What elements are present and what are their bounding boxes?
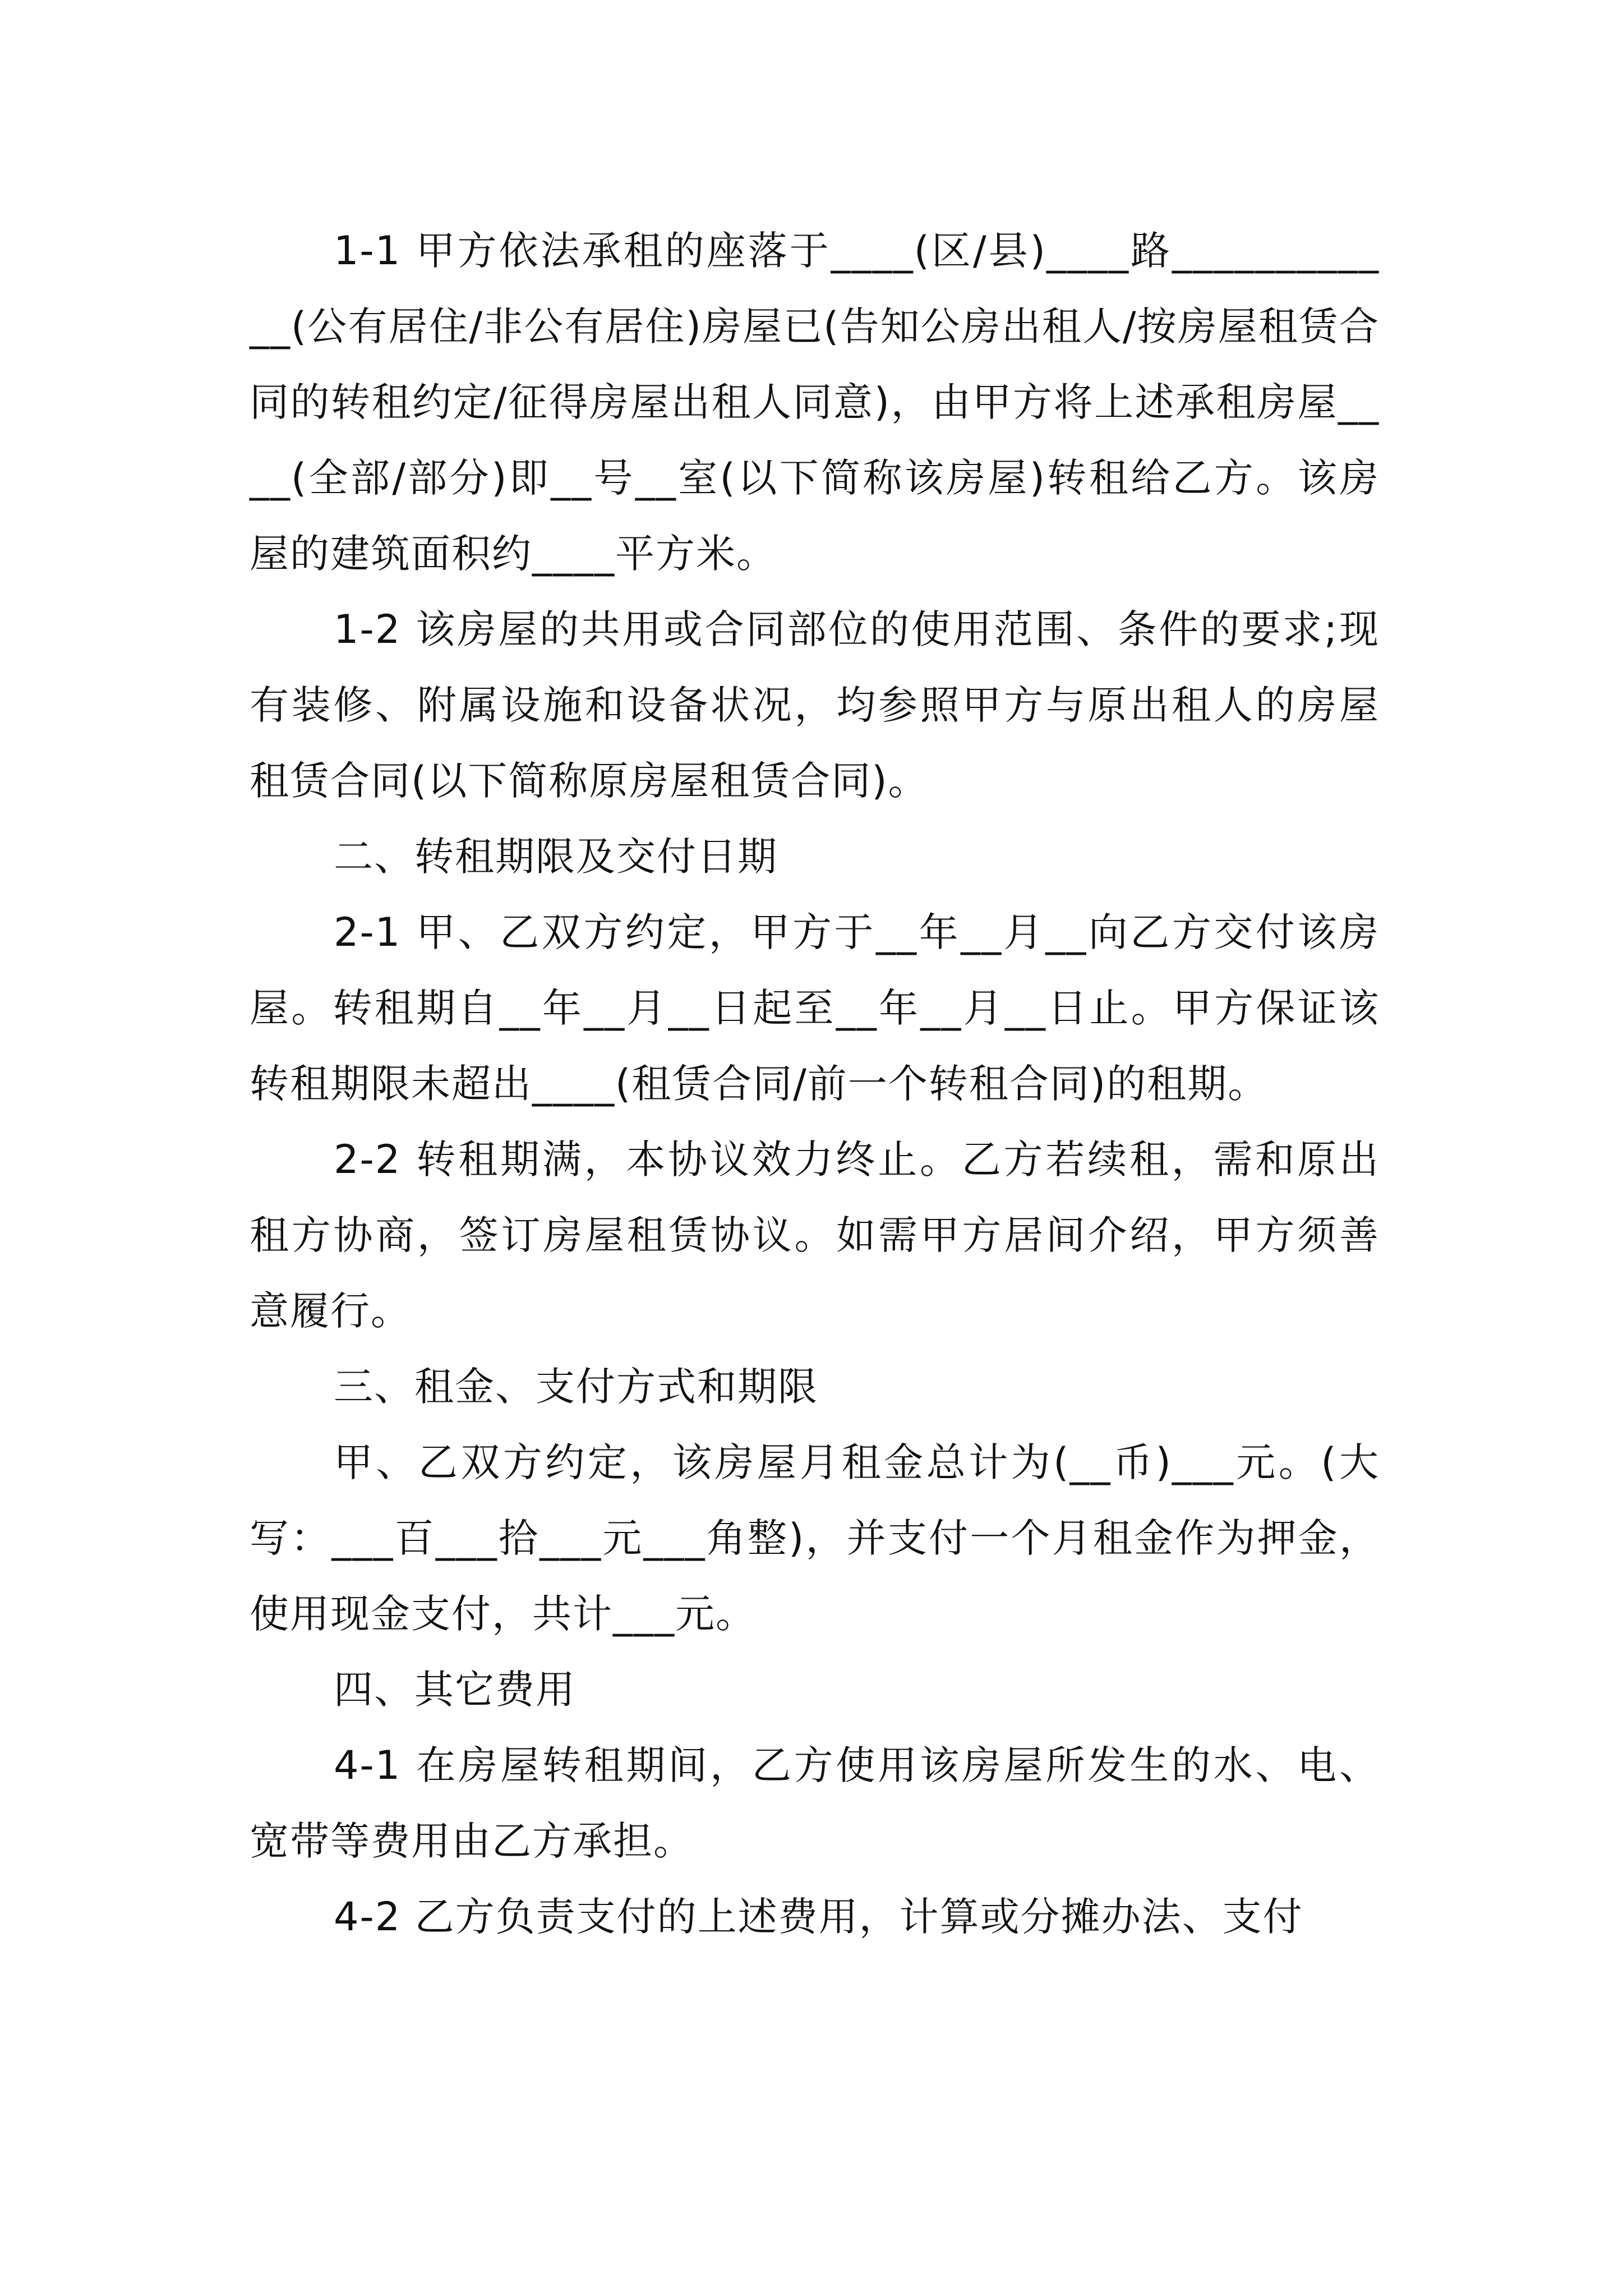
clause-1-2: 1-2 该房屋的共用或合同部位的使用范围、条件的要求;现有装修、附属设施和设备状况，均参照甲方与原出租人的房屋租赁合同(以下简称原房屋租赁合同)。 bbox=[250, 606, 1380, 804]
clause-2-2: 2-2 转租期满，本协议效力终止。乙方若续租，需和原出租方协商，签订房屋租赁协议。如需甲方居间介绍，甲方须善意履行。 bbox=[250, 1137, 1380, 1334]
clause-4-2: 4-2 乙方负责支付的上述费用，计算或分摊办法、支付 bbox=[334, 1894, 1303, 1940]
clause-1-1: 1-1 甲方依法承租的座落于____(区/县)____路____________(公有居住/非公有居住)房屋已(告知公房出租人/按房屋租赁合同的转租约定/征得房屋出租人同意)，由甲方将上述承租房屋____(全部/部分)即__号__室(以下简称该房屋)转租给乙方。该房屋的建筑面积约____平方米。 bbox=[250, 228, 1380, 577]
clause-rent: 甲、乙双方约定，该房屋月租金总计为(__币)___元。(大写：___百___拾___元___角整)，并支付一个月租金作为押金，使用现金支付，共计___元。 bbox=[250, 1439, 1380, 1637]
clause-2-1: 2-1 甲、乙双方约定，甲方于__年__月__向乙方交付该房屋。转租期自__年__月__日起至__年__月__日止。甲方保证该转租期限未超出____(租赁合同/前一个转租合同)的租期。 bbox=[250, 909, 1380, 1107]
section-heading-other-fees: 四、其它费用 bbox=[334, 1667, 576, 1713]
section-heading-term: 二、转租期限及交付日期 bbox=[334, 834, 778, 880]
document-body bbox=[250, 213, 1380, 1955]
section-heading-rent: 三、租金、支付方式和期限 bbox=[334, 1364, 818, 1410]
clause-4-1: 4-1 在房屋转租期间，乙方使用该房屋所发生的水、电、宽带等费用由乙方承担。 bbox=[250, 1742, 1380, 1864]
